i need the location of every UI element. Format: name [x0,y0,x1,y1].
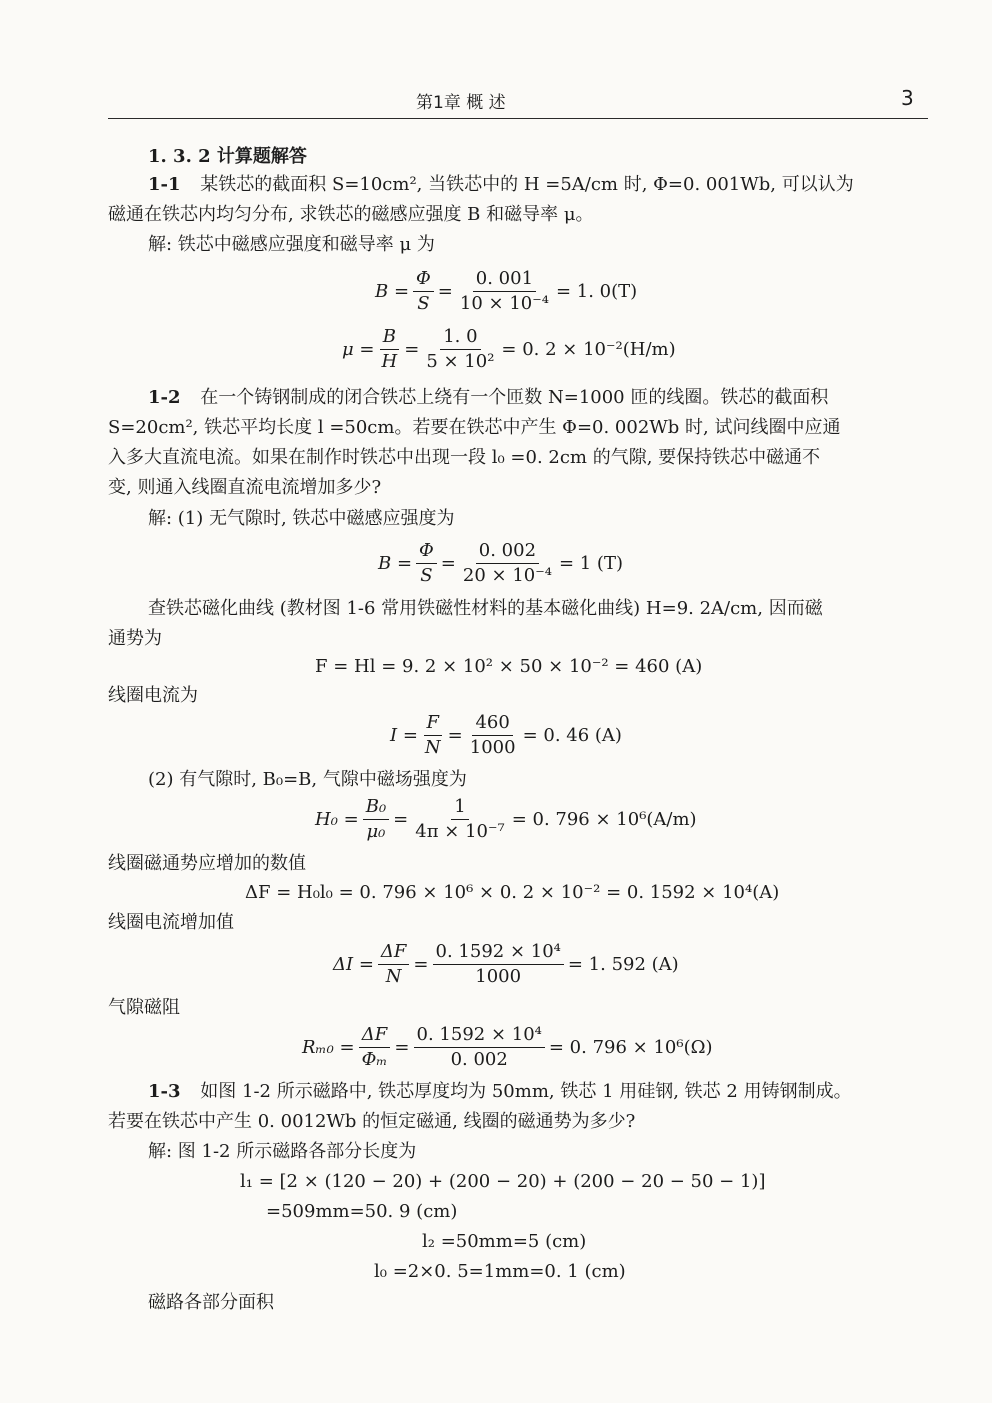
numerator: 0. 001 [473,268,536,292]
numerator: Φ [413,268,434,292]
numerator: F [424,712,443,736]
equation-I: I = $\frac{F}{N}$ = $\frac{460}{1000}$ = 0. 46 (A) [390,712,622,758]
eq-lhs: Rₘ₀ = [302,1037,355,1058]
text-air-gap-reluctance: 气隙磁阻 [108,997,180,1018]
eq-lhs: H₀ = [315,809,359,830]
fraction [379,326,401,373]
denominator: N [424,737,441,758]
equation-delta-I: ΔI = $\frac{\Delta F}{N}$ = $\frac{\text{0. 1592 × 10⁴}}{1000}$ = 1. 592 (A) [333,941,679,987]
denominator: S [420,565,433,586]
eq-rhs: = 1. 0(T) [555,281,638,302]
equation-mu-1-1: μ = $\frac{B}{H}$ = $\frac{1. 0}{\text{5 × 10²}}$ = 0. 2 × 10⁻²(H/m) [342,326,676,372]
eq-rhs: = 0. 46 (A) [522,725,622,746]
text-mmf-increase: 线圈磁通势应增加的数值 [108,853,306,874]
numerator: 1 [451,796,468,820]
text-magnetization-curve-2: 通势为 [108,628,162,649]
denominator: 10 × 10⁻⁴ [459,293,549,314]
problem-1-2-line4: 变, 则通入线圈直流电流增加多少? [108,477,382,498]
problem-1-2-line2: S=20cm², 铁芯平均长度 l =50cm。若要在铁芯中产生 Φ=0. 002Wb 时, 试问线圈中应通 [108,417,841,438]
fraction [359,1024,391,1071]
numerator: B [380,326,399,350]
numerator: 0. 002 [476,540,539,564]
equation-l0: l₀ =2×0. 5=1mm=0. 1 (cm) [374,1261,626,1282]
denominator: μ₀ [366,821,386,842]
eq-rhs: = 1 (T) [558,553,623,574]
equation-l1-result: =509mm=50. 9 (cm) [266,1201,458,1222]
numerator: 1. 0 [440,326,480,350]
denominator: 1000 [469,737,516,758]
fraction [414,1024,545,1071]
denominator: 0. 002 [450,1049,508,1070]
problem-number: 1-1 [148,174,181,195]
numerator: 0. 1592 × 10⁴ [433,941,564,965]
problem-text: 在一个铸钢制成的闭合铁芯上绕有一个匝数 N=1000 匝的线圈。铁芯的截面积 [200,387,829,408]
equation-delta-F: ΔF = H₀l₀ = 0. 796 × 10⁶ × 0. 2 × 10⁻² = 0. 1592 × 10⁴(A) [245,882,780,903]
fraction [413,268,434,315]
fraction [363,796,389,843]
numerator: ΔF [378,941,410,965]
fraction [422,712,444,759]
text-coil-current: 线圈电流为 [108,685,198,706]
problem-1-2-line3: 入多大直流电流。如果在制作时铁芯中出现一段 l₀ =0. 2cm 的气隙, 要保持铁芯中磁通不 [108,447,821,468]
denominator: Φₘ [361,1049,388,1070]
eq-rhs: = 0. 796 × 10⁶(A/m) [511,809,697,830]
numerator: B₀ [363,796,389,820]
eq-rhs: = 1. 592 (A) [567,954,679,975]
equation-l2: l₂ =50mm=5 (cm) [422,1231,587,1252]
eq-rhs: = 0. 796 × 10⁶(Ω) [548,1037,713,1058]
denominator: 4π × 10⁻⁷ [415,821,505,842]
fraction [378,941,410,988]
numerator: ΔF [359,1024,391,1048]
problem-number: 1-3 [148,1081,181,1102]
eq-lhs: B = [375,281,410,302]
denominator: 20 × 10⁻⁴ [462,565,552,586]
denominator: 1000 [475,966,522,987]
equation-H0: H₀ = $\frac{\text{B₀}}{\text{μ₀}}$ = $\frac{1}{\text{4π × 10⁻⁷}}$ = 0. 796 × 10⁶(A/m) [315,796,697,842]
problem-1-1-line1 [148,173,854,197]
numerator: 0. 1592 × 10⁴ [414,1024,545,1048]
section-title: 1. 3. 2 计算题解答 [148,146,307,167]
problem-1-3-line2: 若要在铁芯中产生 0. 0012Wb 的恒定磁通, 线圈的磁通势为多少? [108,1111,636,1132]
fraction [416,540,437,587]
fraction [467,712,519,759]
equation-B-1-2: B = $\frac{\Phi}{S}$ = $\frac{0. 002}{\text{20 × 10⁻⁴}}$ = 1 (T) [378,540,623,586]
eq-lhs: μ = [342,339,375,360]
problem-1-3-line1 [148,1080,852,1104]
eq-lhs: ΔI = [333,954,374,975]
numerator: 460 [472,712,512,736]
problem-number: 1-2 [148,387,181,408]
eq-lhs: I = [390,725,418,746]
running-header-chapter: 第1章 概 述 [416,93,506,113]
solution-1-3-intro: 解: 图 1-2 所示磁路各部分长度为 [148,1141,417,1162]
equation-B-1-1: B = $\frac{\Phi}{S}$ = $\frac{0. 001}{\text{10 × 10⁻⁴}}$ = 1. 0(T) [375,268,638,314]
fraction [412,796,507,843]
equation-F: F = Hl = 9. 2 × 10² × 50 × 10⁻² = 460 (A) [315,656,703,677]
denominator: S [417,293,430,314]
denominator: H [381,351,398,372]
text-cross-section-areas: 磁路各部分面积 [148,1292,274,1313]
eq-lhs: B = [378,553,413,574]
solution-1-2-part1: 解: (1) 无气隙时, 铁芯中磁感应强度为 [148,508,455,529]
solution-1-2-part2: (2) 有气隙时, B₀=B, 气隙中磁场强度为 [148,769,467,790]
denominator: 5 × 10² [426,351,495,372]
problem-1-2-line1 [148,386,828,410]
denominator: N [385,966,402,987]
equation-l1: l₁ = [2 × (120 − 20) + (200 − 20) + (200 − 20 − 50 − 1)] [240,1171,766,1192]
problem-text: 如图 1-2 所示磁路中, 铁芯厚度均为 50mm, 铁芯 1 用硅钢, 铁芯 2 用铸钢制成。 [200,1081,852,1102]
problem-text: 某铁芯的截面积 S=10cm², 当铁芯中的 H =5A/cm 时, Φ=0. 001Wb, 可以认为 [200,174,854,195]
text-magnetization-curve-1: 查铁芯磁化曲线 (教材图 1-6 常用铁磁性材料的基本磁化曲线) H=9. 2A/cm, 因而磁 [148,598,823,619]
fraction [423,326,497,373]
equation-Rm0: Rₘ₀ = $\frac{\Delta F}{\text{Φₘ}}$ = $\frac{\text{0. 1592 × 10⁴}}{0. 002}$ = 0. 796 × 10⁶(Ω) [302,1024,713,1070]
header-rule [108,118,928,119]
text-current-increase: 线圈电流增加值 [108,912,234,933]
page-number: 3 [901,86,914,110]
problem-1-1-line2: 磁通在铁芯内均匀分布, 求铁芯的磁感应强度 B 和磁导率 μ。 [108,204,594,225]
solution-1-1-intro: 解: 铁芯中磁感应强度和磁导率 μ 为 [148,234,435,255]
eq-rhs: = 0. 2 × 10⁻²(H/m) [501,339,676,360]
fraction [460,540,555,587]
numerator: Φ [416,540,437,564]
fraction [433,941,564,988]
fraction [457,268,552,315]
